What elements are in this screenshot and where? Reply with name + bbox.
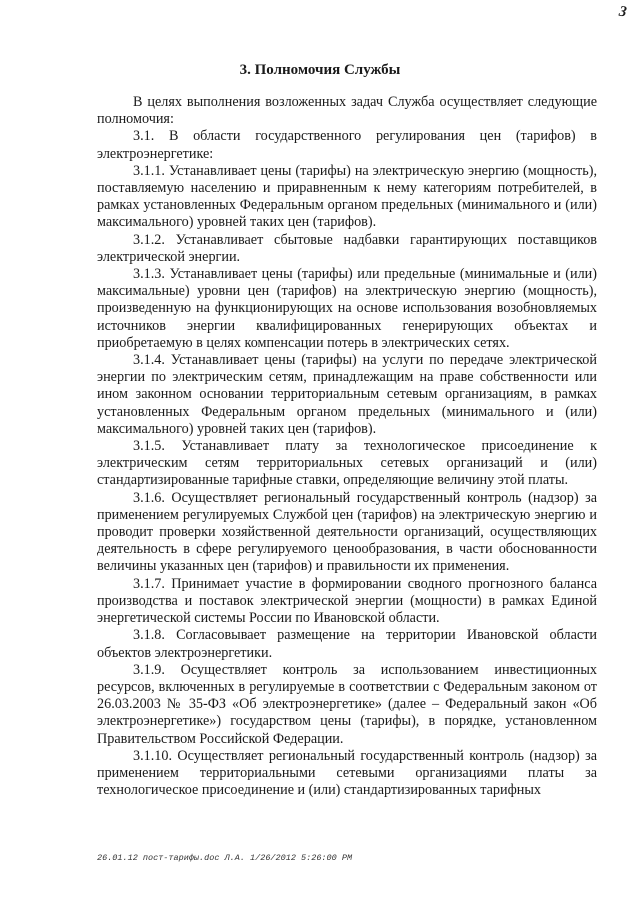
page-number: 3: [617, 3, 628, 21]
section-heading: 3. Полномочия Службы: [239, 62, 401, 78]
paragraph-3-1-9: 3.1.9. Осуществляет контроль за использованием инвестиционных ресурсов, включенных в регулируемые в соответствии с Федеральным законом от 26.03.2003 № 35-ФЗ «Об электроэнергетике» (далее – Федеральный закон «Об электроэнергетике») государством цены (тарифы), в порядке, установленном Правительством Российской Федерации.: [97, 661, 597, 747]
paragraph-3-1-4: 3.1.4. Устанавливает цены (тарифы) на услуги по передаче электрической энергии по электрическим сетям, принадлежащим на праве собственности или ином законном основании территориальным сетевым организациям, в рамках установленных Федеральным органом предельных (минимального и (или) максимального) уровней таких цен (тарифов).: [97, 352, 597, 437]
paragraph-3-1-2: 3.1.2. Устанавливает сбытовые надбавки гарантирующих поставщиков электрической энергии.: [97, 231, 597, 265]
paragraph-intro: В целях выполнения возложенных задач Служба осуществляет следующие полномочия:: [97, 94, 597, 128]
paragraph-3-1-3: 3.1.3. Устанавливает цены (тарифы) или предельные (минимальные и (или) максимальные) уровни цен (тарифов) на электрическую энергию (мощность), произведенную на функционирующих на основе использования возобновляемых источников энергии квалифицированных генерирующих объектах и приобретаемую в целях компенсации потерь в электрических сетях.: [97, 266, 597, 351]
paragraph-3-1-8: 3.1.8. Согласовывает размещение на территории Ивановской области объектов электроэнергетики.: [97, 627, 597, 661]
paragraph-3-1: 3.1. В области государственного регулирования цен (тарифов) в электроэнергетике:: [97, 128, 597, 162]
paragraph-3-1-6: 3.1.6. Осуществляет региональный государственный контроль (надзор) за применением регулируемых Службой цен (тарифов) на электрическую энергию и проводит проверки хозяйственной деятельности организаций, осуществляющих деятельность в сфере регулируемого ценообразования, в части обоснованности величины указанных цен (тарифов) и правильности их применения.: [97, 489, 597, 575]
paragraph-3-1-7: 3.1.7. Принимает участие в формировании сводного прогнозного баланса производства и поставок электрической энергии (мощности) в рамках Единой энергетической системы России по Ивановской области.: [97, 575, 597, 627]
document-footer: 26.01.12 пост-тарифы.doc Л.А. 1/26/2012 5:26:00 PM: [97, 853, 353, 863]
paragraph-3-1-5: 3.1.5. Устанавливает плату за технологическое присоединение к электрическим сетям территориальных сетевых организаций и (или) стандартизированные тарифные ставки, определяющие величину этой платы.: [97, 438, 597, 489]
document-body: [97, 94, 597, 799]
paragraph-3-1-10: 3.1.10. Осуществляет региональный государственный контроль (надзор) за применением территориальными сетевыми организациями платы за технологическое присоединение и (или) стандартизированных тарифных: [97, 747, 597, 799]
paragraph-3-1-1: 3.1.1. Устанавливает цены (тарифы) на электрическую энергию (мощность), поставляемую населению и приравненным к нему категориям потребителей, в рамках установленных Федеральным органом предельных (минимального и (или) максимального) уровней таких цен (тарифов).: [97, 162, 597, 231]
